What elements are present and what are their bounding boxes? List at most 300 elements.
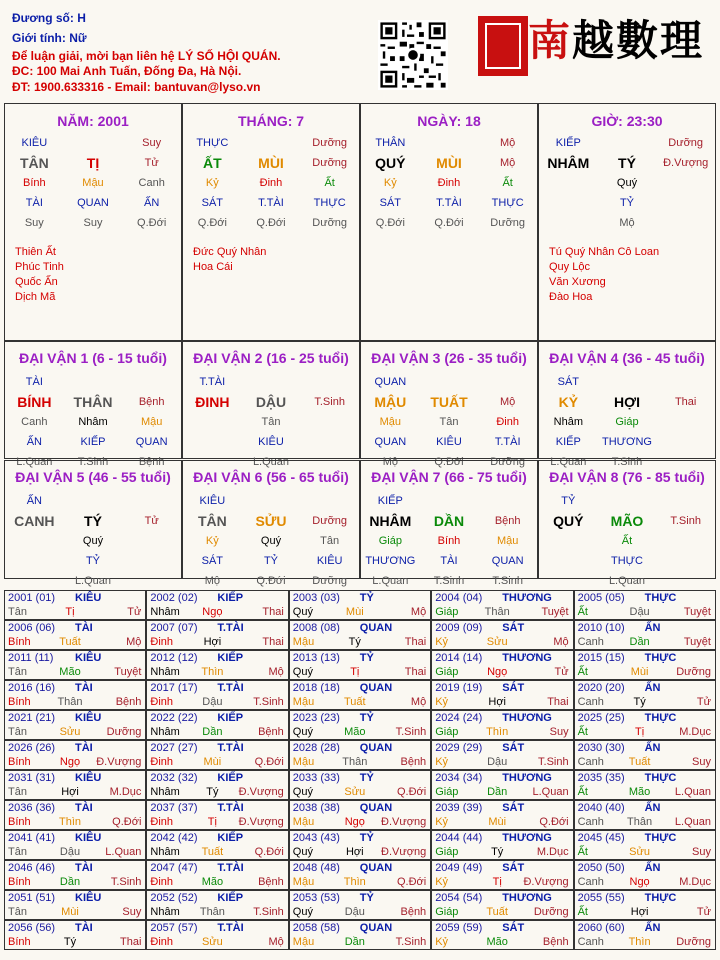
year-label: 2059 (59) — [435, 922, 483, 934]
glyph: DẦN — [433, 513, 465, 529]
branch-label: Mão — [201, 876, 224, 888]
ten-god-label: KIẾP — [217, 592, 244, 604]
glyph — [656, 193, 715, 213]
stem-label: Ất — [577, 786, 588, 798]
glyph: SỬU — [255, 513, 287, 529]
glyph: KIÊU — [258, 436, 284, 448]
stem-label: Nhâm — [150, 726, 180, 738]
phase-label: Đ.Vượng — [238, 816, 284, 828]
glyph — [598, 491, 657, 511]
star-item: Dịch Mã — [15, 291, 56, 303]
glyph — [656, 372, 715, 392]
branch-label: Mão — [59, 666, 81, 678]
year-label: 2052 (52) — [150, 892, 198, 904]
annual-cell — [146, 770, 288, 800]
ten-god-label: TÀI — [75, 802, 93, 814]
year-label: 2045 (45) — [577, 832, 625, 844]
glyph — [539, 531, 598, 551]
annual-cell — [289, 590, 431, 620]
phase-label: Bệnh — [542, 936, 569, 948]
glyph: ẤN — [144, 197, 160, 209]
glyph — [656, 571, 715, 591]
glyph — [183, 412, 242, 432]
ten-god-label: THƯƠNG — [502, 832, 552, 844]
branch-label: Tuất — [59, 636, 81, 648]
stem-label: Canh — [577, 876, 604, 888]
glyph: T.Sinh — [492, 575, 523, 587]
glyph: KIẾP — [80, 436, 106, 448]
stem-label: Nhâm — [150, 846, 180, 858]
ten-god-label: TỶ — [359, 892, 374, 904]
glyph: THÂN — [73, 394, 113, 410]
glyph — [5, 531, 64, 551]
glyph: KIÊU — [436, 436, 462, 448]
glyph: KIẾP — [377, 495, 403, 507]
ten-god-label: TỶ — [359, 772, 374, 784]
ten-god-label: THỰC — [644, 772, 677, 784]
branch-label: Hợi — [630, 906, 649, 918]
dai-van-title: ĐẠI VẬN 5 (46 - 55 tuổi) — [15, 469, 171, 485]
stars-list — [193, 245, 359, 275]
annual-cell — [289, 920, 431, 950]
year-label: 2037 (37) — [150, 802, 198, 814]
glyph: TÂN — [19, 155, 49, 171]
branch-label: Mão — [344, 726, 366, 738]
glyph — [420, 491, 479, 511]
annual-cell — [146, 590, 288, 620]
branch-label: Ngọ — [487, 666, 508, 678]
glyph: TỶ — [263, 555, 279, 567]
annual-cell — [4, 830, 146, 860]
stem-label: Ất — [577, 606, 588, 618]
year-label: 2004 (04) — [435, 592, 483, 604]
glyph: SÁT — [201, 555, 224, 567]
annual-cell — [431, 620, 573, 650]
ten-god-label: T.TÀI — [217, 802, 244, 814]
glyph: QUAN — [491, 555, 524, 567]
branch-label: Dậu — [487, 756, 508, 768]
phase-label: Suy — [549, 726, 569, 738]
glyph — [64, 133, 123, 153]
annual-cell — [431, 890, 573, 920]
year-label: 2015 (15) — [577, 652, 625, 664]
phase-label: L.Quan — [674, 816, 711, 828]
glyph — [598, 133, 657, 153]
year-label: 2043 (43) — [292, 832, 340, 844]
glyph — [420, 372, 479, 392]
annual-cell — [4, 710, 146, 740]
stem-label: Quý — [292, 786, 313, 798]
glyph: TỊ — [86, 155, 100, 171]
phase-label: Đ.Vượng — [381, 846, 427, 858]
dai-van-cell — [360, 341, 538, 468]
branch-label: Tị — [492, 876, 502, 888]
branch-label: Sửu — [201, 936, 223, 948]
ten-god-label: KIÊU — [75, 652, 102, 664]
glyph: Q.Đới — [197, 217, 227, 229]
phase-label: Q.Đới — [396, 786, 427, 798]
pillar-cell — [360, 103, 538, 341]
annual-cell — [574, 860, 716, 890]
phase-label: Mộ — [126, 636, 142, 648]
glyph — [420, 133, 479, 153]
stem-label: Mậu — [292, 756, 315, 768]
annual-cell — [146, 710, 288, 740]
glyph: Thai — [674, 396, 697, 408]
year-label: 2055 (55) — [577, 892, 625, 904]
glyph: Mộ — [500, 396, 516, 408]
glyph — [539, 213, 598, 233]
year-label: 2024 (24) — [435, 712, 483, 724]
glyph: Dưỡng — [490, 456, 526, 468]
phase-label: Bệnh — [115, 696, 142, 708]
branch-label: Thìn — [201, 666, 224, 678]
ten-god-label: TỶ — [359, 712, 374, 724]
glyph: Q.Đới — [434, 456, 464, 468]
stem-label: Tân — [8, 666, 27, 678]
glyph: KIẾP — [555, 436, 581, 448]
year-label: 2049 (49) — [435, 862, 483, 874]
glyph: Đinh — [496, 416, 519, 428]
qr-code-icon[interactable] — [378, 20, 448, 90]
year-label: 2006 (06) — [8, 622, 56, 634]
ten-god-label: SÁT — [502, 802, 525, 814]
stem-label: Quý — [292, 726, 313, 738]
branch-label: Hợi — [345, 846, 364, 858]
annual-cell — [574, 920, 716, 950]
ten-god-label: KIẾP — [217, 712, 244, 724]
branch-label: Tuất — [343, 696, 366, 708]
ten-god-label: THỰC — [644, 592, 677, 604]
glyph: T.Sinh — [77, 456, 109, 468]
ten-god-label: TỶ — [359, 832, 374, 844]
stem-label: Đinh — [150, 876, 174, 888]
glyph: MÃO — [610, 513, 644, 529]
annual-cell — [4, 770, 146, 800]
glyph: Giáp — [615, 416, 639, 428]
glyph: Đ.Vượng — [663, 157, 709, 169]
glyph — [539, 173, 598, 193]
year-label: 2009 (09) — [435, 622, 483, 634]
glyph — [539, 551, 598, 571]
ten-god-label: THỰC — [644, 832, 677, 844]
glyph: MẬU — [374, 394, 407, 410]
glyph: ĐINH — [195, 394, 230, 410]
branch-label: Mão — [486, 936, 508, 948]
ten-god-label: THƯƠNG — [502, 652, 552, 664]
glyph: Quý — [82, 535, 104, 547]
glyph — [64, 491, 123, 511]
glyph: SÁT — [201, 197, 224, 209]
stem-label: Giáp — [435, 606, 459, 618]
branch-label: Dậu — [629, 606, 650, 618]
year-label: 2003 (03) — [292, 592, 340, 604]
stem-label: Mậu — [292, 816, 315, 828]
glyph — [242, 372, 301, 392]
year-label: 2005 (05) — [577, 592, 625, 604]
glyph: L.Quan — [252, 456, 290, 468]
stem-label: Đinh — [150, 816, 174, 828]
annual-cell — [574, 650, 716, 680]
branch-label: Tý — [491, 846, 504, 858]
branch-label: Mùi — [61, 906, 79, 918]
ten-god-label: SÁT — [502, 922, 525, 934]
stem-label: Canh — [577, 696, 604, 708]
phase-label: L.Quan — [674, 786, 711, 798]
phase-label: Tử — [554, 666, 569, 678]
annual-cell — [146, 830, 288, 860]
year-label: 2020 (20) — [577, 682, 625, 694]
annual-cell — [574, 710, 716, 740]
address-line: ĐC: 100 Mai Anh Tuấn, Đống Đa, Hà Nội. — [12, 64, 242, 78]
year-label: 2028 (28) — [292, 742, 340, 754]
glyph: Dưỡng — [312, 515, 348, 527]
ten-god-label: KIÊU — [75, 592, 102, 604]
phase-label: L.Quan — [105, 846, 142, 858]
gender: Giới tính: Nữ — [12, 31, 87, 45]
glyph: T.TÀI — [258, 197, 284, 209]
phase-label: Bệnh — [258, 876, 284, 888]
branch-label: Thìn — [486, 726, 509, 738]
star-item: Phúc Tinh — [15, 261, 64, 273]
stem-label: Ất — [577, 666, 588, 678]
glyph — [64, 372, 123, 392]
stem-label: Đinh — [150, 696, 174, 708]
year-label: 2039 (39) — [435, 802, 483, 814]
star-item: Đào Hoa — [549, 291, 593, 303]
phone-email-line[interactable]: ĐT: 1900.633316 - Email: bantuvan@lyso.vn — [12, 80, 261, 94]
stem-label: Quý — [292, 666, 313, 678]
glyph: KỶ — [558, 394, 579, 410]
stem-label: Kỷ — [435, 876, 449, 888]
glyph: TÂN — [197, 513, 227, 529]
phase-label: Tử — [127, 606, 142, 618]
stem-label: Tân — [8, 846, 27, 858]
glyph: TỶ — [561, 495, 576, 507]
stem-label: Giáp — [435, 786, 459, 798]
ten-god-label: ẤN — [644, 742, 661, 754]
glyph: Mậu — [140, 416, 163, 428]
pillar-cell — [182, 103, 360, 341]
glyph: L.Quan — [550, 456, 587, 468]
phase-label: Dưỡng — [533, 906, 569, 918]
glyph: Mộ — [500, 157, 516, 169]
phase-label: Thai — [262, 636, 284, 648]
glyph: Giáp — [378, 535, 402, 547]
year-label: 2007 (07) — [150, 622, 198, 634]
stem-label: Kỷ — [435, 936, 449, 948]
glyph: Bệnh — [138, 456, 165, 468]
dai-van-title: ĐẠI VẬN 2 (16 - 25 tuổi) — [193, 350, 349, 366]
glyph: Mộ — [382, 456, 398, 468]
glyph: Canh — [21, 416, 48, 428]
branch-label: Hợi — [61, 786, 79, 798]
phase-label: Q.Đới — [396, 876, 427, 888]
branch-label: Mùi — [630, 666, 649, 678]
glyph: L.Quan — [74, 575, 112, 587]
pillar-title: GIỜ: 23:30 — [591, 113, 663, 129]
phase-label: Suy — [692, 846, 711, 858]
glyph: ẤN — [26, 495, 42, 507]
ten-god-label: T.TÀI — [217, 682, 244, 694]
glyph — [656, 491, 715, 511]
annual-cell — [431, 800, 573, 830]
annual-cell — [146, 650, 288, 680]
year-label: 2011 (11) — [8, 652, 54, 664]
glyph: Tử — [144, 157, 159, 169]
annual-cell — [289, 890, 431, 920]
annual-cell — [4, 620, 146, 650]
branch-label: Dậu — [59, 846, 81, 858]
glyph — [598, 372, 657, 392]
year-label: 2038 (38) — [292, 802, 340, 814]
phase-label: Bệnh — [400, 906, 427, 918]
glyph: Mộ — [619, 217, 635, 229]
stem-label: Ất — [577, 846, 588, 858]
annual-cell — [4, 890, 146, 920]
annual-cell — [574, 890, 716, 920]
glyph — [122, 491, 181, 511]
ten-god-label: THƯƠNG — [502, 592, 552, 604]
stem-label: Tân — [8, 786, 27, 798]
annual-cell — [574, 590, 716, 620]
glyph — [300, 432, 359, 452]
stem-label: Nhâm — [150, 666, 180, 678]
glyph — [5, 571, 64, 591]
ten-god-label: KIÊU — [75, 712, 102, 724]
glyph: Bệnh — [138, 396, 165, 408]
glyph: Tử — [144, 515, 159, 527]
year-label: 2060 (60) — [577, 922, 625, 934]
ten-god-label: T.TÀI — [217, 622, 244, 634]
phase-label: M.Dục — [679, 726, 711, 738]
ten-god-label: ẤN — [644, 802, 661, 814]
glyph: Dưỡng — [490, 217, 526, 229]
branch-label: Dậu — [202, 696, 223, 708]
glyph: Ất — [621, 535, 633, 547]
glyph — [478, 372, 537, 392]
stem-label: Canh — [577, 936, 604, 948]
glyph: Nhâm — [553, 416, 583, 428]
year-label: 2044 (44) — [435, 832, 483, 844]
glyph: KIÊU — [199, 495, 226, 507]
year-label: 2046 (46) — [8, 862, 56, 874]
branch-label: Mùi — [488, 816, 507, 828]
glyph: Q.Đới — [256, 217, 286, 229]
annual-cell — [4, 800, 146, 830]
annual-cell — [431, 740, 573, 770]
stem-label: Mậu — [292, 636, 315, 648]
glyph: QUAN — [135, 436, 168, 448]
stem-label: Đinh — [150, 636, 174, 648]
annual-cell — [146, 740, 288, 770]
ten-god-label: ẤN — [644, 622, 661, 634]
glyph: Suy — [142, 137, 162, 149]
glyph: Mậu — [379, 416, 402, 428]
glyph: MÙI — [258, 155, 284, 171]
dai-van-cell — [4, 460, 182, 587]
year-label: 2008 (08) — [292, 622, 340, 634]
ten-god-label: THƯƠNG — [502, 712, 552, 724]
dai-van-title: ĐẠI VẬN 1 (6 - 15 tuổi) — [19, 350, 167, 366]
ten-god-label: THƯƠNG — [502, 772, 552, 784]
stem-label: Tân — [8, 906, 27, 918]
branch-label: Tị — [207, 816, 217, 828]
annual-cell — [574, 770, 716, 800]
annual-table — [4, 590, 716, 950]
year-label: 2001 (01) — [8, 592, 56, 604]
glyph: ẤT — [202, 155, 222, 171]
annual-cell — [431, 860, 573, 890]
glyph: THƯƠNG — [365, 555, 416, 567]
annual-cell — [574, 740, 716, 770]
glyph — [656, 412, 715, 432]
ten-god-label: SÁT — [502, 682, 525, 694]
annual-cell — [431, 830, 573, 860]
ten-god-label: QUAN — [359, 802, 393, 814]
year-label: 2057 (57) — [150, 922, 198, 934]
glyph: Bệnh — [494, 515, 521, 527]
glyph: Mậu — [496, 535, 519, 547]
glyph: Bính — [23, 177, 46, 189]
year-label: 2023 (23) — [292, 712, 340, 724]
phase-label: Tuyệt — [114, 666, 142, 678]
dai-van-cell — [538, 460, 716, 587]
ten-god-label: THỰC — [644, 652, 677, 664]
phase-label: Thai — [262, 606, 284, 618]
glyph: KIẾP — [555, 137, 581, 149]
phase-label: M.Dục — [679, 876, 711, 888]
stem-label: Mậu — [292, 876, 315, 888]
year-label: 2034 (34) — [435, 772, 483, 784]
branch-label: Hợi — [488, 696, 506, 708]
phase-label: Thai — [119, 936, 142, 948]
header — [0, 0, 720, 100]
glyph — [656, 213, 715, 233]
annual-cell — [574, 800, 716, 830]
phase-label: Thai — [404, 636, 427, 648]
glyph: Bính — [437, 535, 461, 547]
annual-cell — [574, 680, 716, 710]
branch-label: Ngọ — [202, 606, 223, 618]
year-label: 2041 (41) — [8, 832, 56, 844]
stars-list — [15, 245, 181, 305]
annual-cell — [146, 920, 288, 950]
phase-label: Đ.Vượng — [523, 876, 569, 888]
glyph: Ất — [502, 177, 513, 189]
phase-label: Suy — [692, 756, 711, 768]
phase-label: Q.Đới — [539, 816, 569, 828]
phase-label: Tuyệt — [541, 606, 569, 618]
year-label: 2054 (54) — [435, 892, 483, 904]
branch-label: Thìn — [58, 816, 81, 828]
branch-label: Dần — [487, 786, 508, 798]
annual-cell — [289, 710, 431, 740]
glyph: CANH — [14, 513, 55, 529]
glyph: QUAN — [77, 197, 109, 209]
dai-van-title: ĐẠI VẬN 3 (26 - 35 tuổi) — [371, 350, 527, 366]
glyph: Canh — [138, 177, 165, 189]
glyph: T.Sinh — [314, 396, 345, 408]
glyph: Ất — [324, 177, 335, 189]
annual-cell — [146, 620, 288, 650]
glyph: TÀI — [440, 555, 458, 567]
ten-god-label: THỰC — [644, 892, 677, 904]
branch-label: Tị — [350, 666, 360, 678]
annual-cell — [4, 740, 146, 770]
ten-god-label: KIẾP — [217, 652, 244, 664]
pillar-title: NGÀY: 18 — [417, 113, 481, 129]
